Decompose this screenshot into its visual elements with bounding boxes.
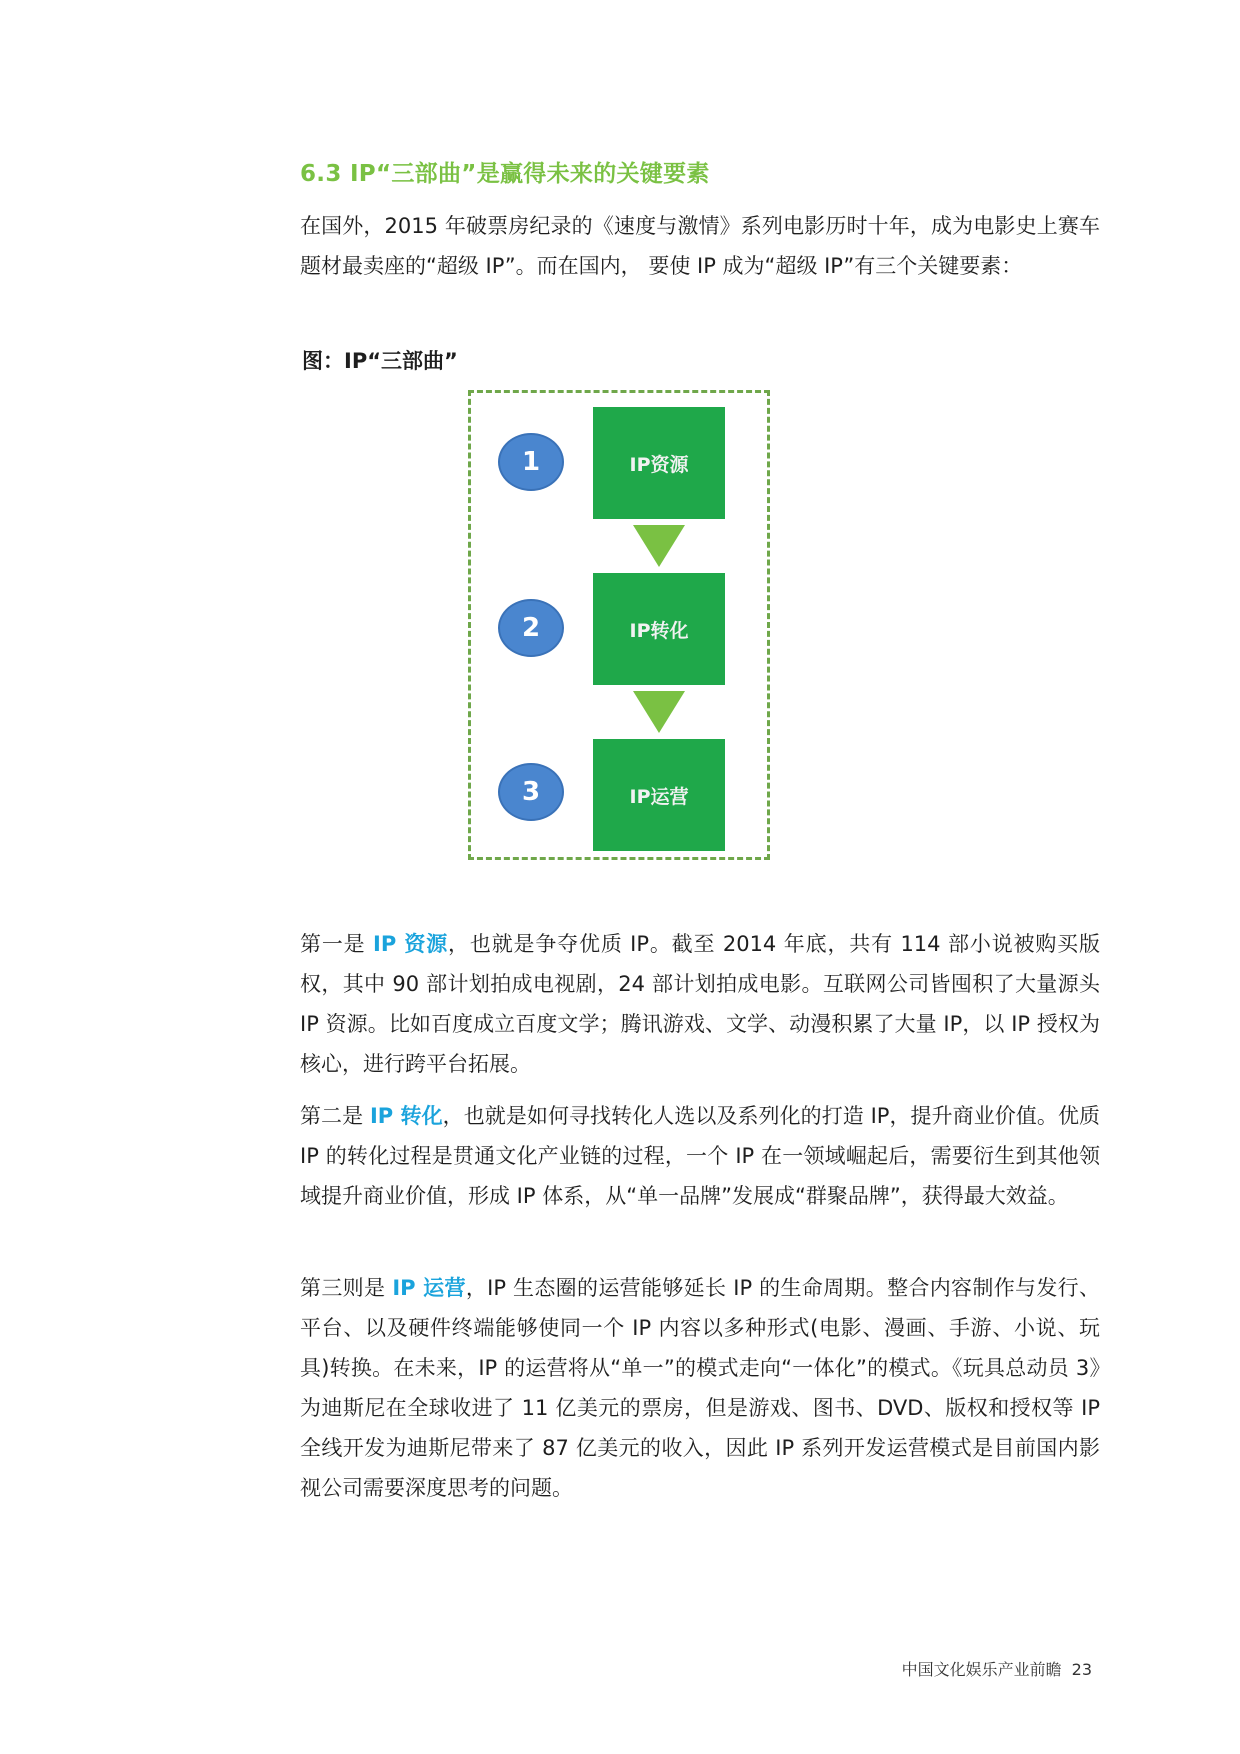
paragraph-body: ，IP 生态圈的运营能够延长 IP 的生命周期。整合内容制作与发行、平台、以及硬件终端能够使同一个 IP 内容以多种形式(电影、漫画、手游、小说、玩具)转换。在未来，IP 的运营将从“单一”的模式走向“一体化”的模式。《玩具总动员 3》为迪斯尼在全球收进了 11 亿美元的票房，但是游戏、图书、DVD、版权和授权等 IP 全线开发为迪斯尼带来了 87 亿美元的收入，因此 IP 系列开发运营模式是目前国内影视公司需要深度思考的问题。 [300,1276,1101,1500]
step-number-2: 2 [498,599,564,657]
paragraph-ip-conversion [300,1096,1100,1216]
page-footer [902,1657,1092,1680]
highlight-term: IP 转化 [369,1104,443,1128]
step-box-ip-resource: IP资源 [593,407,725,519]
footer-title: 中国文化娱乐产业前瞻 [901,1660,1062,1679]
paragraph-body: ，也就是争夺优质 IP。截至 2014 年底，共有 114 部小说被购买版权，其中 90 部计划拍成电视剧，24 部计划拍成电影。互联网公司皆囤积了大量源头 IP 资源。比如百度成立百度文学；腾讯游戏、文学、动漫积累了大量 IP，以 IP 授权为核心，进行跨平台拓展。 [300,932,1101,1076]
step-number-1: 1 [498,433,564,491]
page-number: 23 [1071,1660,1092,1679]
paragraph-lead: 第一是 [300,932,366,956]
step-box-ip-conversion: IP转化 [593,573,725,685]
paragraph-ip-resource [300,924,1100,1084]
highlight-term: IP 运营 [392,1276,466,1300]
ip-trilogy-diagram [468,390,770,860]
paragraph-lead: 第二是 [300,1104,364,1128]
intro-paragraph: 在国外，2015 年破票房纪录的《速度与激情》系列电影历时十年，成为电影史上赛车题材最卖座的“超级 IP”。而在国内， 要使 IP 成为“超级 IP”有三个关键要素： [300,214,1100,278]
paragraph-lead: 第三则是 [300,1276,386,1300]
step-number-3: 3 [498,763,564,821]
down-arrow-icon [633,691,685,733]
paragraph-ip-operation [300,1268,1100,1508]
down-arrow-icon [633,525,685,567]
step-box-ip-operation: IP运营 [593,739,725,851]
highlight-term: IP 资源 [373,932,449,956]
section-heading: 6.3 IP“三部曲”是赢得未来的关键要素 [300,161,710,187]
paragraph-body: ，也就是如何寻找转化人选以及系列化的打造 IP，提升商业价值。优质 IP 的转化过程是贯通文化产业链的过程，一个 IP 在一领域崛起后，需要衍生到其他领域提升商业价值，形成 IP 体系，从“单一品牌”发展成“群聚品牌”，获得最大效益。 [300,1104,1101,1208]
figure-caption: 图：IP“三部曲” [302,349,458,373]
